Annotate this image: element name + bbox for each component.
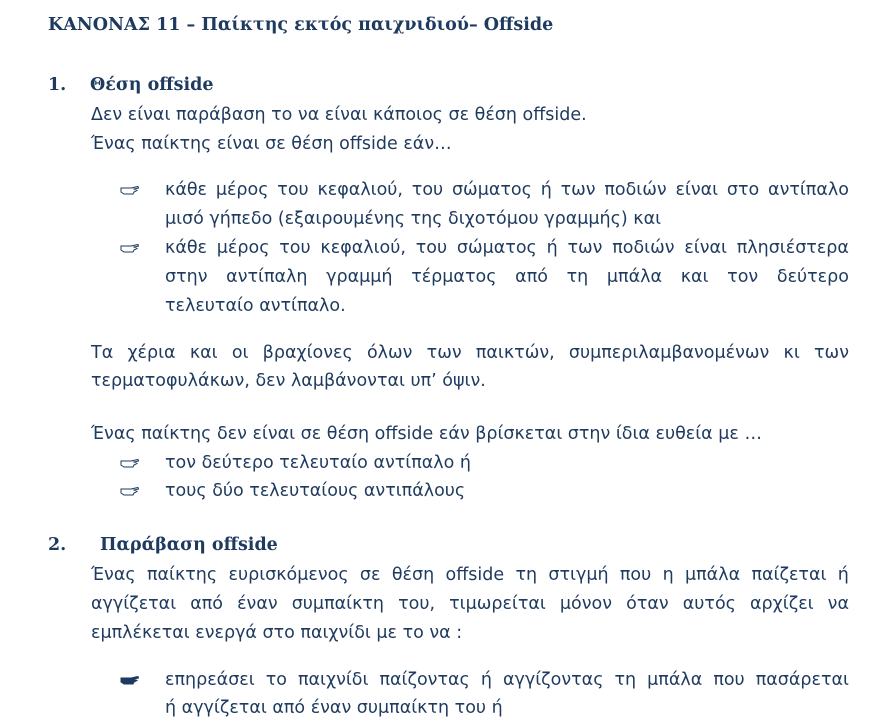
pointing-hand-icon: [120, 485, 140, 497]
section-1-bullet-2-line-1: κάθε μέρος του κεφαλιού, του σώματος ή των ποδιών είναι πλησιέστερα: [165, 238, 849, 258]
pointing-hand-icon: [120, 674, 140, 686]
section-1-bullet-1-line-1: κάθε μέρος του κεφαλιού, του σώματος ή των ποδιών είναι στο αντίπαλο: [165, 180, 849, 200]
section-1-heading: [48, 75, 348, 97]
section-1-bullet-1-line-2: μισό γήπεδο (εξαιρουμένης της διχοτόμου γραμμής) και: [165, 209, 662, 229]
section-1-hands-line-2: τερματοφυλάκων, δεν λαμβάνονται υπ’ όψιν.: [91, 371, 486, 391]
section-2-bullet-1-line-2: ή αγγίζεται από έναν συμπαίκτη του ή: [165, 698, 503, 718]
section-2-para-line-1: Ένας παίκτης ευρισκόμενος σε θέση offside τη στιγμή που η μπάλα παίζεται ή: [91, 565, 849, 585]
section-1-hands-line-1: Τα χέρια και οι βραχίονες όλων των παικτών, συμπεριλαμβανομένων κι των: [91, 343, 849, 363]
page-title: ΚΑΝΟΝΑΣ 11 – Παίκτης εκτός παιχνιδιού– Offside: [48, 15, 554, 35]
section-1-not-offside-bullet-1: τον δεύτερο τελευταίο αντίπαλο ή: [165, 453, 472, 473]
section-1-intro-1: Δεν είναι παράβαση το να είναι κάποιος σε θέση offside.: [91, 105, 587, 125]
section-1-intro-2: Ένας παίκτης είναι σε θέση offside εάν…: [91, 134, 452, 154]
pointing-hand-icon: [120, 457, 140, 469]
section-1-bullet-2-line-3: τελευταίο αντίπαλο.: [165, 296, 346, 316]
section-2-para-line-2: αγγίζεται από έναν συμπαίκτη του, τιμωρείται μόνον όταν αυτός αρχίζει να: [91, 594, 849, 614]
section-2-para-line-3: εμπλέκεται ενεργά στο παιχνίδι με το να :: [91, 623, 463, 643]
pointing-hand-icon: [120, 242, 140, 254]
section-1-bullet-2-line-2: στην αντίπαλη γραμμή τέρματος από τη μπάλα και τον δεύτερο: [165, 267, 849, 287]
section-2-heading: [48, 535, 368, 557]
section-1-number: 1.: [48, 75, 67, 95]
pointing-hand-icon: [120, 184, 140, 196]
section-2-bullet-1-line-1: επηρεάσει το παιχνίδι παίζοντας ή αγγίζοντας τη μπάλα που πασάρεται: [165, 670, 849, 690]
section-2-number: 2.: [48, 535, 67, 555]
section-1-title: Θέση offside: [90, 75, 214, 95]
section-1-not-offside-bullet-2: τους δύο τελευταίους αντιπάλους: [165, 481, 466, 501]
section-1-not-offside: Ένας παίκτης δεν είναι σε θέση offside εάν βρίσκεται στην ίδια ευθεία με …: [91, 424, 762, 444]
section-2-title: Παράβαση offside: [100, 535, 278, 555]
